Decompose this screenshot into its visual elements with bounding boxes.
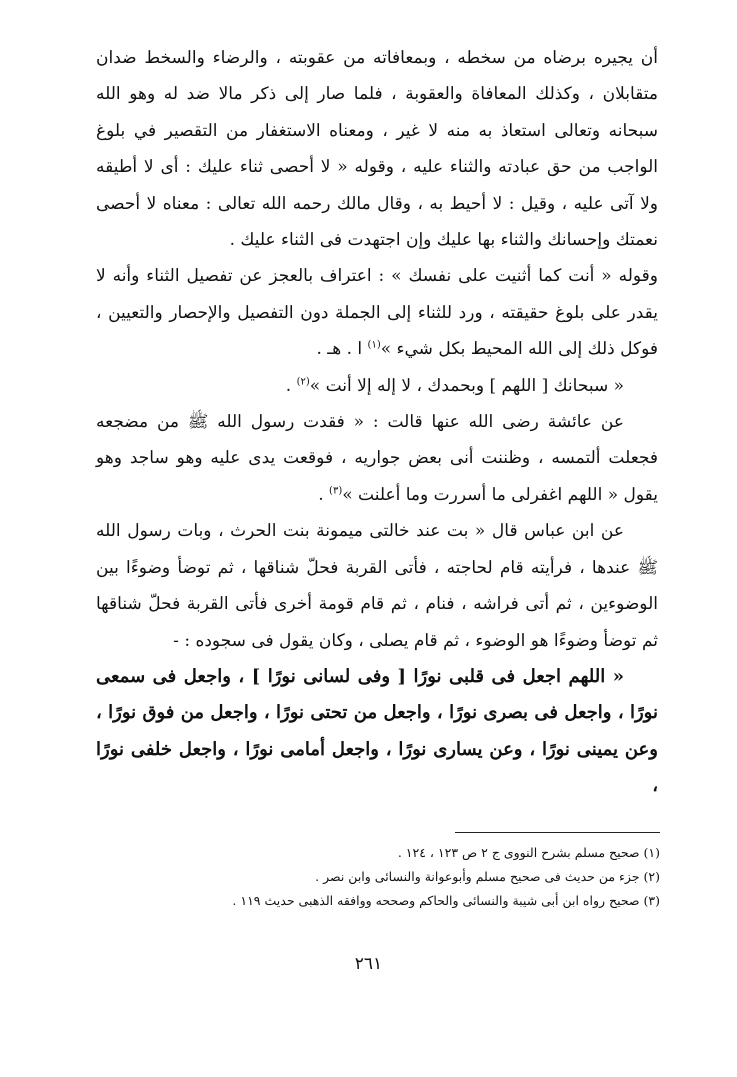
page-number: ٢٦١ [354, 954, 383, 974]
supplication-end: . [285, 375, 297, 396]
paragraph-2-text: وقوله « أنت كما أثنيت على نفسك » : اعتراف بالعجز عن تفصيل الثناء وأنه لا يقدر على بلوغ حقيقته ، ورد للثناء إلى الجملة دون التفصيل والإحصار والتعيين ، فوكل ذلك إلى الله المحيط بكل شيء » [96, 266, 658, 360]
aisha-hadith-end: . [318, 484, 330, 505]
footnote-ref-1: (١) [367, 339, 381, 351]
footnote-divider [455, 832, 660, 833]
footnotes [100, 841, 660, 913]
supplication-text: « سبحانك [ اللهم ] وبحمدك ، لا إله إلا أنت » [309, 375, 624, 396]
paragraph-supplication [96, 368, 658, 404]
paragraph-light-supplication: « اللهم اجعل فى قلبى نورًا [ وفى لسانى نورًا ] ، واجعل فى سمعى نورًا ، واجعل فى بصرى نورًا ، واجعل من تحتى نورًا ، واجعل من فوق نورًا ، وعن يمينى نورًا ، وعن يسارى نورًا ، واجعل أمامى نورًا ، واجعل خلفى نورًا ، [96, 665, 658, 797]
paragraph-2-end: ا . هـ . [316, 339, 368, 360]
footnote-2: (٢) جزء من حديث فى صحيح مسلم وأبوعوانة والنسائى وابن نصر . [315, 869, 660, 884]
main-text [96, 40, 658, 805]
footnote-1: (١) صحيح مسلم بشرح النووى ج ٢ ص ١٢٣ ، ١٢٤ . [397, 845, 660, 860]
paragraph-ibn-abbas-hadith: عن ابن عباس قال « بت عند خالتى ميمونة بنت الحرث ، وبات رسول الله ﷺ عندها ، فرأيته قام لحاجته ، فأتى القربة فحلّ شناقها ، ثم توضأ وضوءًا بين الوضوءين ، ثم أتى فراشه ، فنام ، ثم قام قومة أخرى فأتى القربة فحلّ شناقها ثم توضأ وضوءًا هو الوضوء ، ثم قام يصلى ، وكان يقول فى سجوده : - [96, 521, 658, 651]
paragraph-commentary: أن يجيره برضاه من سخطه ، وبمعافاته من عقوبته ، والرضاء والسخط ضدان متقابلان ، وكذلك المعافاة والعقوبة ، فلما صار إلى ذكر مالا ضد له وهو الله سبحانه وتعالى استعاذ به منه لا غير ، ومعناه الاستغفار من التقصير في بلوغ الواجب من حق عبادته والثناء عليه ، وقوله « لا أحصى ثناء عليك : أى لا أطيقه ولا آتى عليه ، وقيل : لا أحيط به ، وقال مالك رحمه الله تعالى : معناه لا أحصى نعمتك وإحسانك والثناء بها عليك وإن اجتهدت فى الثناء عليك . [96, 48, 658, 251]
footnote-ref-3: (٣) [329, 485, 343, 497]
footnote-ref-2: (٢) [296, 376, 310, 387]
footnote-3: (٣) صحيح رواه ابن أبى شيبة والنسائى والحاكم وصححه ووافقه الذهبى حديث ١١٩ . [232, 893, 660, 908]
aisha-hadith-text: عن عائشة رضى الله عنها قالت : « فقدت رسول الله ﷺ من مضجعه فجعلت ألتمسه ، وظننت أنى بعض جواريه ، فوقعت يدى عليه وهو ساجد وهو يقول « اللهم اغفرلى ما أسررت وما أعلنت » [96, 412, 658, 505]
paragraph-aisha-hadith [96, 404, 658, 513]
paragraph-commentary-2 [96, 258, 658, 367]
